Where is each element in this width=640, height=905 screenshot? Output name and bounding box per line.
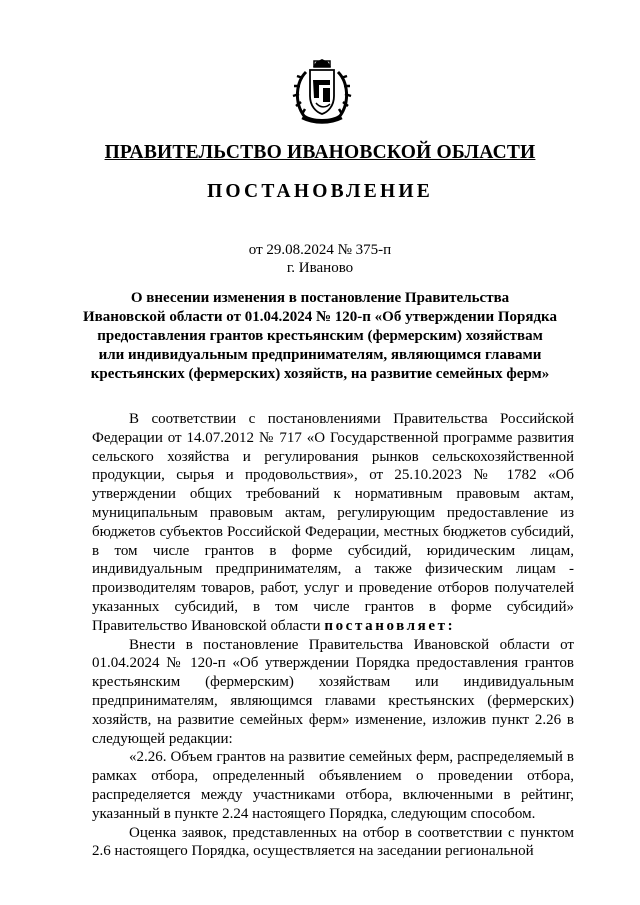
heading-line: Ивановской области от 01.04.2024 № 120-п «Об утверждении Порядка xyxy=(83,309,557,325)
body-paragraph: Внести в постановление Правительства Ивановской области от 01.04.2024 № 120-п «Об утверждении Порядка предоставления грантов крестьянским (фермерским) хозяйствам или индивидуальным предпринимателям, являющимся главами крестьянских (фермерских) хозяйств, на развитие семейных ферм» изменение, изложив пункт 2.26 в следующей редакции: xyxy=(92,636,574,747)
heading-line: предоставления грантов крестьянским (фермерским) хозяйствам xyxy=(97,328,543,344)
document-type: ПОСТАНОВЛЕНИЕ xyxy=(207,181,433,202)
resolves-word: постановляет: xyxy=(324,617,456,634)
heading-line: или индивидуальным предпринимателям, являющимся главами xyxy=(98,347,542,363)
government-title: ПРАВИТЕЛЬСТВО ИВАНОВСКОЙ ОБЛАСТИ xyxy=(104,142,536,163)
document-heading xyxy=(80,289,560,384)
document-city: г. Иваново xyxy=(286,260,354,276)
document-body xyxy=(92,410,574,861)
document-date-number: от 29.08.2024 № 375-п xyxy=(248,242,392,258)
body-paragraph: «2.26. Объем грантов на развитие семейных ферм, распределяемый в рамках отбора, определенный объявлением о проведении отбора, распределяется между участниками отбора, включенными в рейтинг, указанный в пункте 2.24 настоящего Порядка, следующим способом. xyxy=(92,749,574,822)
heading-line: крестьянских (фермерских) хозяйств, на развитие семейных ферм» xyxy=(90,366,550,382)
coat-of-arms-icon xyxy=(290,58,354,124)
body-paragraph: Оценка заявок, представленных на отбор в соответствии с пунктом 2.6 настоящего Порядка, осуществляется на заседании региональной xyxy=(92,824,574,860)
paragraph-text: В соответствии с постановлениями Правительства Российской Федерации от 14.07.2012 № 717 «О Государственной программе развития сельского хозяйства и регулирования рынков сельскохозяйственной продукции, сырья и продовольствия», от 25.10.2023 № 1782 «Об утверждении общих требований к нормативным правовым актам, муниципальным правовым актам, регулирующим предоставление из бюджетов субъектов Российской Федерации, местных бюджетов субсидий, в том числе грантов в форме субсидий, юридическим лицам, индивидуальным предпринимателям, а также физическим лицам - производителям товаров, работ, услуг и проведение отборов получателей указанных субсидий, в том числе грантов в форме субсидий» Правительство Ивановской области xyxy=(92,411,574,634)
body-paragraph xyxy=(92,410,574,636)
heading-line: О внесении изменения в постановление Правительства xyxy=(130,290,510,306)
